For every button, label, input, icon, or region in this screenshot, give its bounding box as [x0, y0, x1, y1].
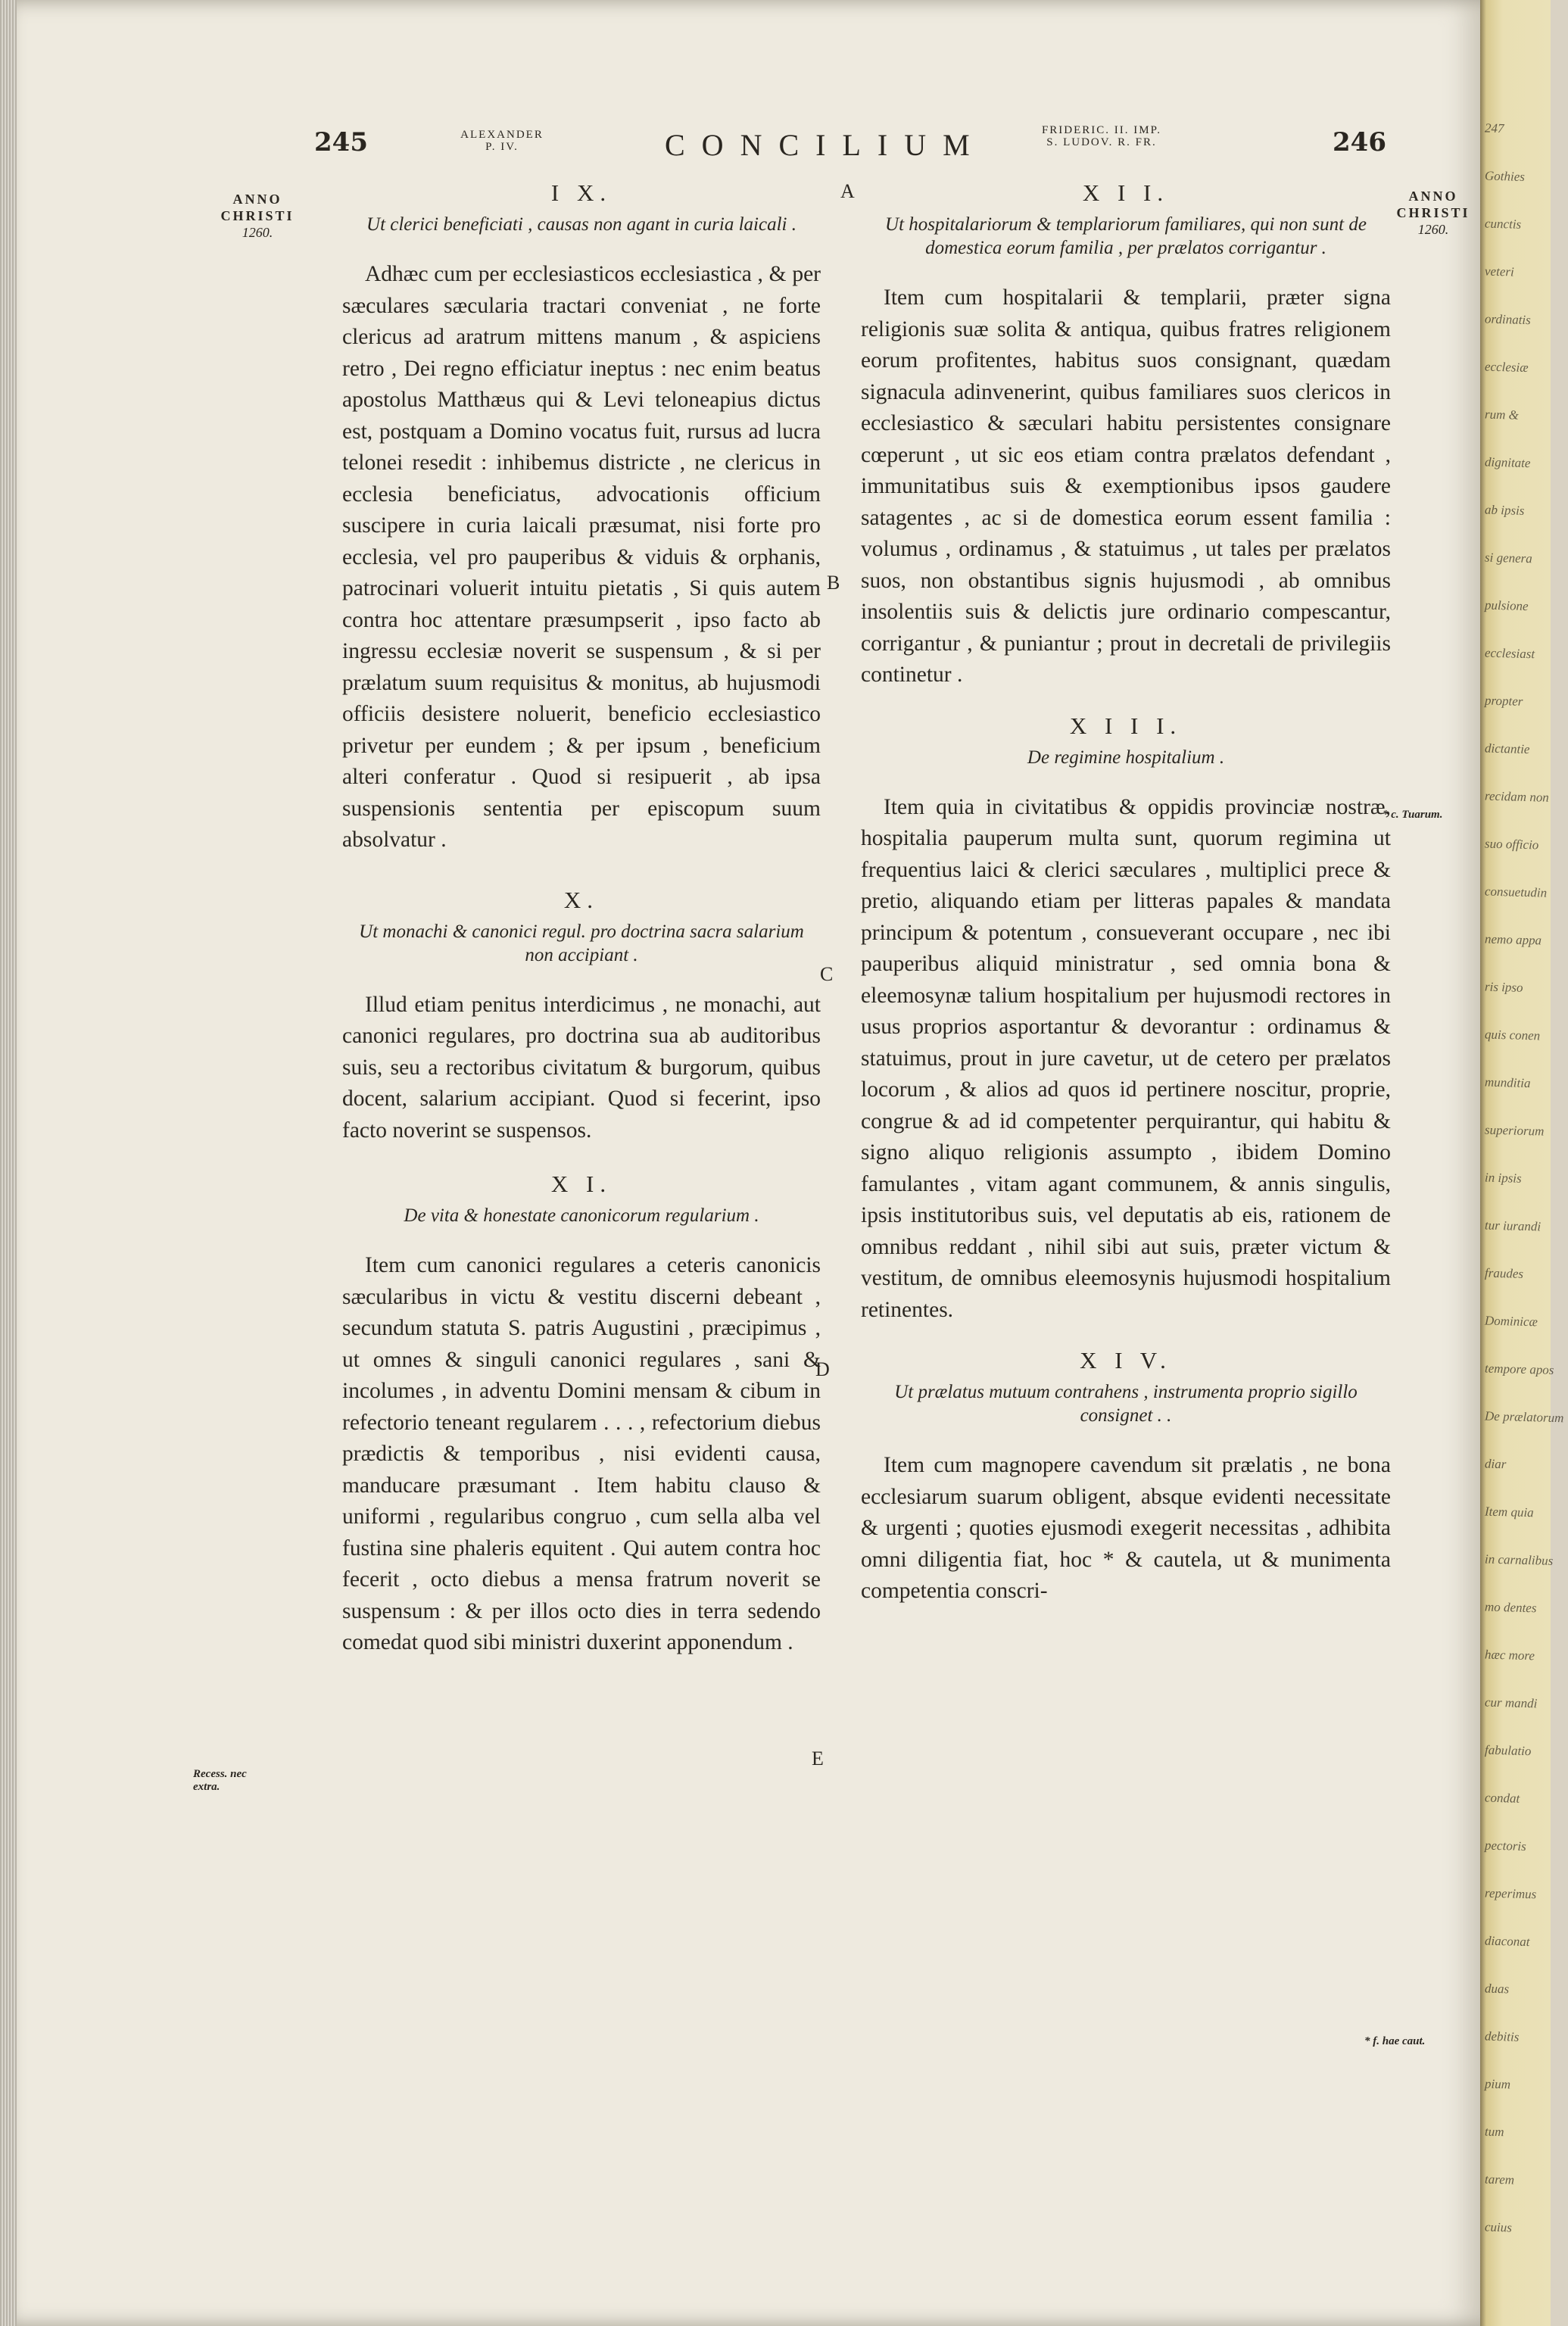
- next-page-text-fragment: dignitate: [1484, 454, 1531, 471]
- chapter-heading: [861, 1345, 1391, 1427]
- next-page-text-fragment: pium: [1484, 2076, 1511, 2092]
- margin-year-right: [1392, 188, 1475, 238]
- margin-note-left: Recess. nec extra.: [193, 1768, 247, 1793]
- chapter-number: X I V.: [1080, 1347, 1172, 1373]
- next-page-text-fragment: fraudes: [1484, 1265, 1524, 1281]
- margin-anno: ANNO: [232, 192, 282, 207]
- chapter-title: De regimine hospitalium .: [1027, 747, 1225, 768]
- next-page-text-fragment: duas: [1484, 1981, 1510, 1997]
- page-number-right: 246: [1333, 127, 1386, 157]
- margin-letter-c: C: [820, 963, 834, 985]
- chapter-number: X.: [563, 886, 600, 913]
- next-page-text-fragment: condat: [1484, 1790, 1520, 1806]
- next-page-text-fragment: ab ipsis: [1484, 502, 1525, 518]
- next-page-text-fragment: mo dentes: [1484, 1599, 1537, 1616]
- chapter-heading: [861, 711, 1391, 769]
- next-page-text-fragment: recidam non: [1484, 788, 1550, 805]
- next-page-text-fragment: 247: [1484, 120, 1504, 136]
- next-page-text-fragment: superiorum: [1484, 1122, 1545, 1139]
- next-page-text-fragment: consuetudin: [1484, 884, 1548, 900]
- next-page-text-fragment: tur iurandi: [1484, 1218, 1542, 1234]
- page-title: CONCILIUM: [665, 128, 987, 162]
- next-page-text-fragment: tarem: [1484, 2172, 1515, 2187]
- next-page-text-fragment: diaconat: [1484, 1933, 1530, 1950]
- next-page-text-fragment: cunctis: [1484, 216, 1522, 232]
- running-head-left-line: P. IV.: [485, 141, 519, 153]
- next-page-text-fragment: cur mandi: [1484, 1695, 1538, 1711]
- next-page-text-fragment: ecclesiast: [1484, 645, 1535, 662]
- next-page-text-fragment: tum: [1484, 2124, 1504, 2140]
- margin-anno: ANNO: [1408, 189, 1458, 204]
- running-head-left-line: ALEXANDER: [460, 129, 544, 141]
- next-page-text-fragment: pulsione: [1484, 597, 1529, 614]
- margin-year: 1260.: [242, 225, 273, 240]
- chapter-text: Item cum canonici regulares a ceteris canonicis sæcularibus in victu & vestitu discerni debeant , secundum statuta S. patris Augustini , præcipimus , ut omnes & singuli canonici regulares , sani & incolumes , in adventu Domini mensam & cibum in refectorio teneant regularem . . . , refectorium diebus prædictis & temporibus , nisi evidenti causa, manducare præsumant . Item habitu clauso & uniformi , regularibus congruo , cum sella alba vel fustina sine phaleris equitent . Qui autem contra hoc fecerit , octo diebus a mensa fratrum noverit se suspensum : & per illos octo dies in terra sedendo comedat quod sibi ministri duxerint apponendum .: [342, 1253, 821, 1654]
- chapter-heading: [342, 1169, 821, 1227]
- next-page-text-fragment: ris ipso: [1484, 979, 1523, 995]
- next-page-text-fragment: debitis: [1484, 2028, 1520, 2044]
- chapter-title: Ut monachi & canonici regul. pro doctrina sacra salarium non accipiant .: [359, 921, 804, 965]
- chapter-heading: [342, 178, 821, 236]
- chapter-title: Ut clerici beneficiati , causas non agant in curia laicali .: [366, 214, 796, 235]
- chapter-text: Item cum magnopere cavendum sit prælatis , ne bona ecclesiarum suarum obligent, absque evidenti necessitate & urgenti ; quoties ejusmodi exegerit necessitas , adhibita omni diligentia fiat, hoc * & cautela, ut & munimenta competentia conscri-: [861, 1453, 1391, 1603]
- margin-letter-d: D: [815, 1358, 830, 1380]
- next-page-text-fragment: dictantie: [1484, 741, 1530, 757]
- page-stack-edge: [0, 0, 17, 2326]
- next-page-text-fragment: ecclesiæ: [1484, 359, 1529, 376]
- chapter-text: Item cum hospitalarii & templarii, præter signa religionis suæ solita & antiqua, quibus fratres religionem eorum profitentes, habitus suos consignant, quædam signacula adinvenerint, quibus familiares suos clericos in ecclesiastico & sæculari habitu persistentes consignare cœperunt , ut sic eos etiam contra prælatos defendant , immunitatibus suis & exemptionibus ipsos gaudere satagentes , ac si de domestica eorum essent familia : volumus , ordinamus , & statuimus , ut tales per prælatos suos, non obstantibus signis hujusmodi , ab omnibus insolentiis suis & delictis jure ordinario compescantur, corrigantur , & puniantur ; prout in decretali de privilegiis continetur .: [861, 285, 1391, 687]
- next-page-text-fragment: in ipsis: [1484, 1170, 1522, 1186]
- next-page-text-fragment: ordinatis: [1484, 311, 1532, 328]
- next-page-text-fragment: tempore apos: [1484, 1361, 1554, 1377]
- next-page-text-fragment: Dominicæ: [1484, 1313, 1538, 1330]
- next-page-text-fragment: diar: [1484, 1456, 1507, 1472]
- running-head-right-line: S. LUDOV. R. FR.: [1046, 136, 1157, 148]
- right-column: [861, 178, 1391, 1607]
- running-head-right-line: FRIDERIC. II. IMP.: [1041, 124, 1162, 136]
- next-page-text-fragment: suo officio: [1484, 836, 1539, 853]
- margin-christi: CHRISTI: [1396, 205, 1470, 220]
- next-page-text-fragment: in carnalibus: [1484, 1551, 1554, 1568]
- margin-year: 1260.: [1417, 222, 1449, 237]
- chapter-text: Item quia in civitatibus & oppidis provinciæ nostræ, hospitalia pauperum multa sunt, quorum regimina ut frequentius laici & clerici sæculares , multiplici prece & pretio, aliquando etiam per litteras papales & mandata principum & potentum , consueverant occupare , nec ibi pauperibus aliquid ministratur , sed omnia bona & eleemosynæ talium hospitalium per hujusmodi rectores in usus proprios asportantur & devorantur : ordinamus & statuimus, prout in jure cavetur, ut de cetero per prælatos locorum , & alios ad quos id pertinere noscitur, proprie, congrue & ad id competenter perquirantur, qui habitu & signo aliquo religionis assumpto , ibidem Domino famulantes , vitam agant communem, & annis singulis, ipsis institutoribus suis, vel deputatis ab eis, rationem de omnibus reddant , nihil sibi aut suis, præter victum & vestitum, de omnibus eleemosynis hujusmodi hospitalium retinentes.: [861, 794, 1391, 1322]
- chapter-title: De vita & honestate canonicorum regularium .: [404, 1205, 759, 1226]
- next-page-text-fragment: hæc more: [1484, 1647, 1535, 1663]
- margin-note-right-2: * f. hae caut.: [1364, 2035, 1426, 2047]
- next-page-text-fragment: quis conen: [1484, 1027, 1541, 1043]
- margin-year-left: [212, 191, 303, 241]
- chapter-title: Ut hospitalariorum & templariorum familiares, qui non sunt de domestica eorum familia , per prælatos corrigantur .: [885, 214, 1367, 258]
- chapter-text: Adhæc cum per ecclesiasticos ecclesiastica , & per sæculares sæcularia tractari conveniat , ne forte clericus ad aratrum mittens manum , & aspiciens retro , Dei regno efficiatur ineptus : nec enim beatus apostolus Matthæus qui & Levi teloneарius dictus est, postquam a Domino vocatus fuit, rursus ad lucra telonei resedit : inhibemus districte , ne clericus in ecclesia beneficiatus, advocationis officium suscipere in curia laicali præsumat, nisi forte pro ecclesia, vel pro pauperibus & viduis & orphanis, patrocinari voluerit intuitu pietatis , Si quis autem contra hoc attentare præsumpserit , ipso facto ab ingressu ecclesiæ noverit se suspensum , & si per prælatum suum requisitus & monitus, ab hujusmodi officiis desistere noluerit, beneficio ecclesiastico privetur per eundem ; & per ipsum , beneficium alteri conferatur . Quod si resipuerit , ab ipsa suspensionis sententia per episcopum suum absolvatur .: [342, 262, 821, 852]
- next-page-text-fragment: nemo appa: [1484, 931, 1542, 948]
- chapter-heading: [342, 885, 821, 967]
- next-page-text-fragment: veteri: [1484, 263, 1514, 279]
- next-page-text-fragment: Gothies: [1484, 168, 1526, 184]
- next-page-text-fragment: propter: [1484, 693, 1523, 709]
- running-head-left: [453, 129, 551, 153]
- margin-note-right-1: * c. Tuarum.: [1383, 809, 1443, 821]
- chapter-number: X I I I.: [1069, 712, 1183, 739]
- next-page-text-fragment: cuius: [1484, 2219, 1513, 2235]
- next-page-text-fragment: pectoris: [1484, 1838, 1527, 1854]
- next-page-edge: [1480, 0, 1564, 2326]
- next-page-text-fragment: munditia: [1484, 1074, 1531, 1091]
- margin-letter-a: A: [840, 180, 855, 202]
- margin-letter-b: B: [827, 572, 840, 594]
- left-column: [342, 178, 821, 1659]
- margin-letter-e: E: [812, 1748, 824, 1769]
- chapter-number: I X.: [550, 179, 613, 206]
- next-page-text-fragment: reperimus: [1484, 1885, 1537, 1902]
- chapter-number: X I I.: [1082, 179, 1170, 206]
- next-page-text-fragment: De prælatorum: [1484, 1408, 1564, 1426]
- running-head-right: [1015, 124, 1189, 148]
- next-page-text-fragment: Item quia: [1484, 1504, 1534, 1520]
- chapter-text: Illud etiam penitus interdicimus , ne monachi, aut canonici regulares, pro doctrina sua ab auditoribus suis, seu a rectoribus civitatum & burgorum, quibus docent, salarium accipiant. Quod si fecerint, ipso facto noverint se suspensos.: [342, 992, 821, 1143]
- next-page-text-fragment: fabulatio: [1484, 1742, 1532, 1759]
- next-page-text-fragment: si genera: [1484, 550, 1533, 566]
- next-page-text-fragment: rum &: [1484, 407, 1520, 422]
- chapter-title: Ut prælatus mutuum contrahens , instrumenta proprio sigillo consignet . .: [894, 1382, 1358, 1426]
- chapter-number: X I.: [550, 1171, 613, 1197]
- chapter-heading: [861, 178, 1391, 260]
- page-number-left: 245: [314, 127, 368, 157]
- margin-christi: CHRISTI: [220, 208, 295, 223]
